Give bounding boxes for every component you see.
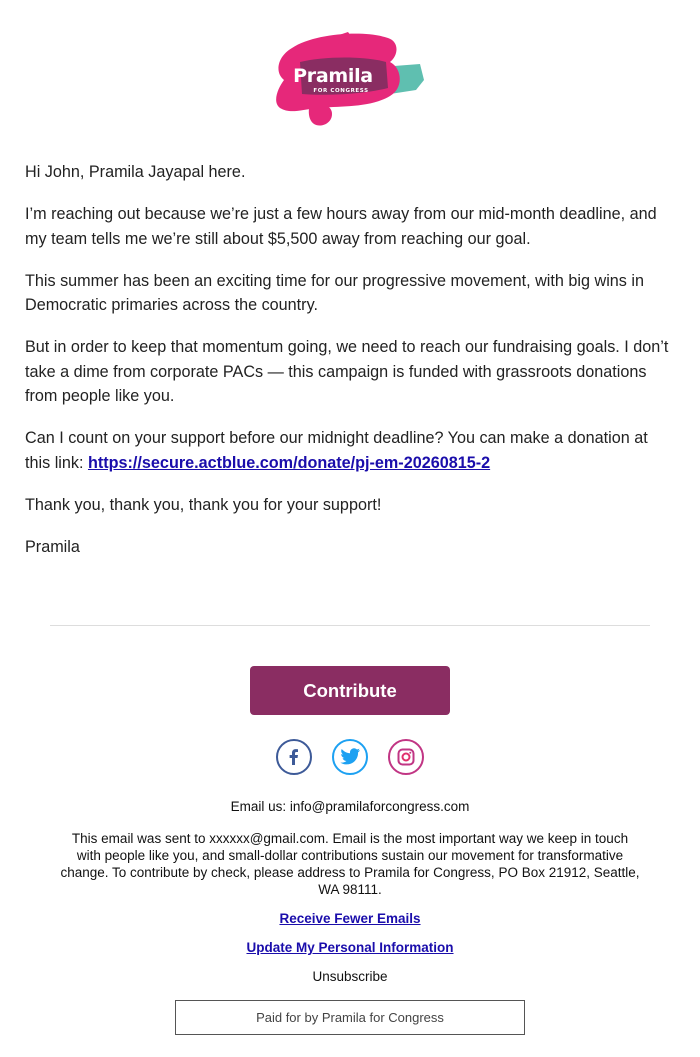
- receive-fewer-emails-link[interactable]: Receive Fewer Emails: [279, 911, 421, 926]
- instagram-icon[interactable]: [388, 739, 424, 775]
- update-info-wrapper: [50, 940, 650, 955]
- logo-name: Pramila: [293, 65, 373, 87]
- paragraph-deadline: I’m reaching out because we’re just a few hours away from our mid-month deadline, and my team tells me we’re still about $5,500 away from reaching our goal.: [25, 205, 657, 248]
- message-body: [25, 160, 675, 577]
- donate-link[interactable]: https://secure.actblue.com/donate/pj-em-20260815-2: [87, 453, 491, 472]
- paragraph-momentum: But in order to keep that momentum going, we need to reach our fundraising goals. I don’t take a dime from corporate PACs — this campaign is funded with grassroots donations from people like you.: [25, 338, 669, 405]
- thanks-line: Thank you, thank you, thank you for your support!: [25, 495, 382, 514]
- receive-fewer-emails-wrapper: [50, 911, 650, 926]
- paragraph-donate: [25, 426, 675, 475]
- paid-for-disclaimer: Paid for by Pramila for Congress: [175, 1000, 525, 1035]
- update-personal-info-link[interactable]: Update My Personal Information: [246, 940, 454, 955]
- contribute-button[interactable]: Contribute: [250, 666, 450, 715]
- logo-subtitle: FOR CONGRESS: [313, 88, 369, 94]
- signoff: Pramila: [25, 537, 80, 556]
- donate-prompt: Can I count on your support before our midnight deadline? You can make a donation at this link:: [25, 429, 648, 472]
- greeting: Hi John, Pramila Jayapal here.: [25, 163, 246, 181]
- twitter-icon[interactable]: [332, 739, 368, 775]
- paragraph-summer: This summer has been an exciting time for our progressive movement, with big wins in Democratic primaries across the country.: [25, 271, 644, 314]
- disclaimer: This email was sent to xxxxxx@gmail.com. Email is the most important way we keep in touch with people like you, and small-dollar contributions sustain our movement for transformative change. To contribute by check, please address to Pramila for Congress, PO Box 21912, Seattle, WA 98111.: [60, 831, 640, 897]
- campaign-logo: [270, 28, 428, 134]
- unsubscribe-link[interactable]: Unsubscribe: [312, 969, 388, 984]
- footer-divider: [50, 625, 650, 626]
- facebook-icon[interactable]: [276, 739, 312, 775]
- email-us-line: Email us: info@pramilaforcongress.com: [230, 799, 470, 814]
